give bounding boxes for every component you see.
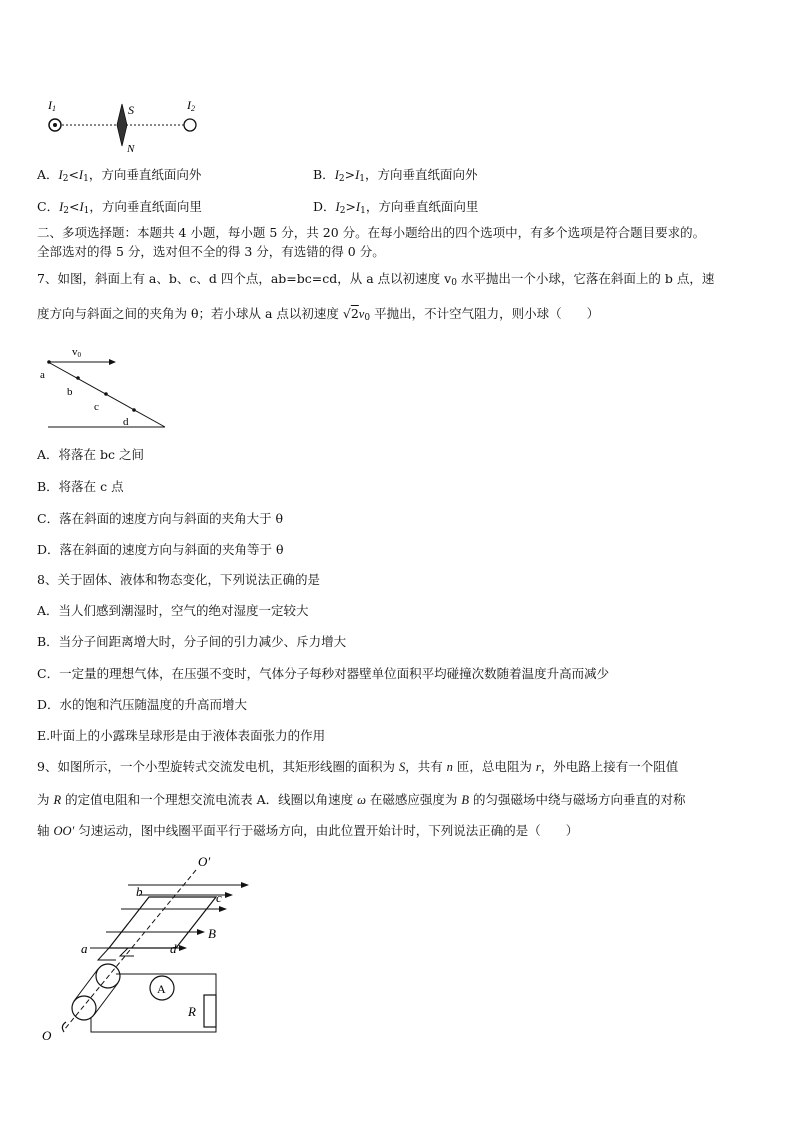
label-coil-b: b	[136, 884, 143, 899]
label-o-prime: O′	[198, 854, 211, 869]
q8-option-e: E.叶面上的小露珠呈球形是由于液体表面张力的作用	[37, 728, 326, 743]
point-b	[76, 376, 80, 380]
rotation-arrow	[62, 1022, 66, 1032]
q6-option-b: B．$I_2>I_1$，方向垂直纸面向外	[313, 167, 478, 184]
label-resistor: R	[188, 1004, 196, 1019]
q6-option-c: C．$I_2<I_1$，方向垂直纸面向里	[37, 199, 202, 216]
q9-stem-line1: 9、如图所示，一个小型旋转式交流发电机，其矩形线圈的面积为 S，共有 n 匝，总电阻为 r，外电路上接有一个阻值	[37, 759, 679, 774]
label-d: d	[123, 416, 129, 428]
q9-figure	[36, 852, 266, 1048]
label-a: a	[40, 369, 45, 381]
label-c: c	[94, 401, 99, 413]
q7-option-d: D．落在斜面的速度方向与斜面的夹角等于 θ	[37, 542, 284, 557]
label-i2: I2	[187, 98, 195, 113]
label-coil-d: d	[170, 941, 177, 956]
q8-stem: 8、关于固体、液体和物态变化，下列说法正确的是	[37, 572, 320, 587]
circuit-bottom	[91, 1017, 216, 1032]
q7-stem-line2: 度方向与斜面之间的夹角为 θ；若小球从 a 点以初速度 $√2v_0$ 平抛出，不计空气阻力，则小球（ ）	[37, 306, 600, 323]
q6-figure	[40, 92, 210, 154]
compass-needle	[117, 104, 127, 146]
label-coil-a: a	[81, 941, 88, 956]
label-ammeter: A	[157, 982, 166, 996]
q9-stem-line2: 为 R 的定值电阻和一个理想交流电流表 A．线圈以角速度 ω 在磁感应强度为 B 的匀强磁场中绕与磁场方向垂直的对称	[37, 792, 686, 807]
point-c	[104, 392, 108, 396]
velocity-arrowhead	[109, 359, 116, 365]
label-n: N	[127, 143, 135, 154]
q6-option-d: D．$I_2>I_1$，方向垂直纸面向里	[313, 199, 479, 216]
label-v0: v0	[72, 346, 81, 359]
section2-line1: 二、多项选择题：本题共 4 小题，每小题 5 分，共 20 分。在每小题给出的四个选项中，有多个选项是符合题目要求的。	[37, 225, 706, 240]
q7-option-a: A．将落在 bc 之间	[37, 447, 144, 462]
label-coil-c: c	[216, 890, 222, 905]
q7-stem-line1: 7、如图，斜面上有 a、b、c、d 四个点，ab=bc=cd，从 a 点以初速度 $v_0$ 水平抛出一个小球，它落在斜面上的 b 点，速	[37, 271, 715, 288]
q9-stem-line3: 轴 OO′ 匀速运动，图中线圈平面平行于磁场方向，由此位置开始计时，下列说法正确的是（ ）	[37, 823, 579, 838]
label-field-b: B	[208, 926, 216, 941]
q8-option-b: B．当分子间距离增大时，分子间的引力减少、斥力增大	[37, 634, 347, 649]
coil-lead-right	[120, 948, 134, 956]
label-s: S	[128, 103, 134, 117]
q7-option-c: C．落在斜面的速度方向与斜面的夹角大于 θ	[37, 511, 284, 526]
label-o: O	[42, 1028, 52, 1043]
coil	[109, 897, 216, 948]
q8-option-a: A．当人们感到潮湿时，空气的绝对湿度一定较大	[37, 603, 309, 618]
resistor	[204, 995, 216, 1027]
wire-i2-circle	[184, 119, 196, 131]
label-i1: I1	[48, 98, 56, 113]
point-d	[132, 408, 136, 412]
point-a	[47, 360, 51, 364]
q8-option-d: D．水的饱和汽压随温度的升高而增大	[37, 697, 248, 712]
q6-option-a: A．$I_2<I_1$，方向垂直纸面向外	[37, 167, 202, 184]
sqrt2-v0: $√2v_0$	[342, 306, 371, 323]
section2-line2: 全部选对的得 5 分，选对但不全的得 3 分，有选错的得 0 分。	[37, 244, 385, 259]
coil-lead-left	[98, 948, 116, 960]
q7-figure	[38, 342, 168, 430]
q8-option-c: C．一定量的理想气体，在压强不变时，气体分子每秒对器壁单位面积平均碰撞次数随着温度升高而减少	[37, 666, 610, 681]
q7-option-b: B．将落在 c 点	[37, 479, 124, 494]
wire-i1-dot	[53, 123, 57, 127]
label-b: b	[67, 386, 73, 398]
